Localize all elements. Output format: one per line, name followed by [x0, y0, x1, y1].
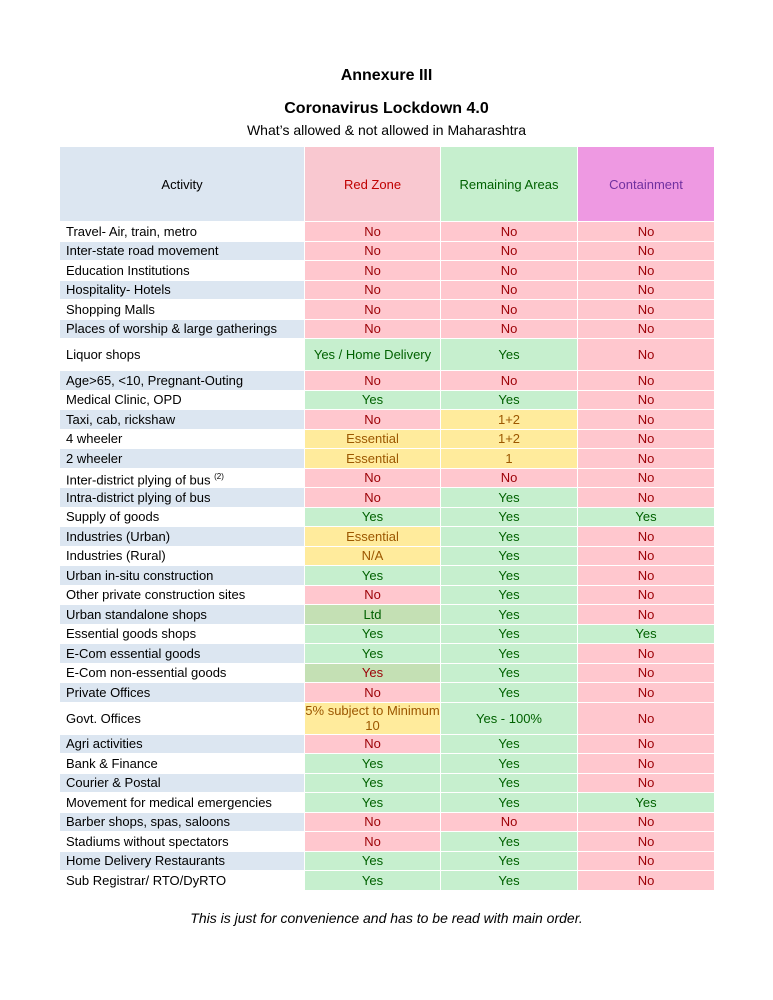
- red-cell: Essential: [305, 429, 441, 449]
- remaining-cell: No: [441, 280, 578, 300]
- table-row: [60, 371, 715, 391]
- activity-label: Essential goods shops: [66, 626, 197, 642]
- activity-cell: [60, 429, 305, 449]
- table-row: [60, 410, 715, 430]
- header-containment: Containment: [578, 147, 715, 222]
- header-red-zone: Red Zone: [305, 147, 441, 222]
- remaining-cell: Yes: [441, 585, 578, 605]
- remaining-cell: Yes: [441, 851, 578, 871]
- red-cell: No: [305, 371, 441, 391]
- activity-cell: [60, 507, 305, 527]
- containment-cell: No: [578, 429, 715, 449]
- activity-cell: [60, 851, 305, 871]
- red-cell: Essential: [305, 449, 441, 469]
- remaining-cell: Yes: [441, 624, 578, 644]
- activity-cell: [60, 222, 305, 242]
- activity-label: Education Institutions: [66, 262, 190, 278]
- containment-cell: No: [578, 371, 715, 391]
- remaining-cell: Yes: [441, 663, 578, 683]
- document-caption: What’s allowed & not allowed in Maharashtra: [246, 122, 527, 138]
- containment-cell: No: [578, 734, 715, 754]
- remaining-cell: 1+2: [441, 429, 578, 449]
- footnote-marker: (2): [214, 471, 224, 481]
- remaining-cell: 1+2: [441, 410, 578, 430]
- activity-cell: [60, 754, 305, 774]
- remaining-cell: Yes: [441, 527, 578, 547]
- red-cell: No: [305, 812, 441, 832]
- activity-cell: [60, 488, 305, 508]
- containment-cell: No: [578, 241, 715, 261]
- activity-cell: [60, 832, 305, 852]
- activity-label: Supply of goods: [66, 509, 160, 525]
- table-row: [60, 773, 715, 793]
- activity-cell: [60, 261, 305, 281]
- table-row: [60, 319, 715, 339]
- activity-cell: [60, 734, 305, 754]
- activity-label: Medical Clinic, OPD: [66, 392, 182, 408]
- table-row: [60, 754, 715, 774]
- activity-cell: [60, 605, 305, 625]
- table-row: [60, 812, 715, 832]
- table-row: [60, 832, 715, 852]
- red-cell: No: [305, 222, 441, 242]
- table-row: [60, 683, 715, 703]
- activity-label: E-Com essential goods: [66, 645, 201, 661]
- activity-label: Bank & Finance: [66, 755, 158, 771]
- containment-cell: No: [578, 585, 715, 605]
- activity-cell: [60, 683, 305, 703]
- containment-cell: No: [578, 702, 715, 734]
- containment-cell: Yes: [578, 624, 715, 644]
- red-cell: Yes: [305, 390, 441, 410]
- remaining-cell: Yes: [441, 339, 578, 371]
- containment-cell: No: [578, 851, 715, 871]
- activity-cell: [60, 566, 305, 586]
- containment-cell: No: [578, 468, 715, 488]
- footer-note: This is just for convenience and has to be read with main order.: [190, 910, 583, 926]
- containment-cell: No: [578, 261, 715, 281]
- activity-cell: [60, 527, 305, 547]
- activity-label: Places of worship & large gatherings: [66, 321, 278, 337]
- table-row: [60, 793, 715, 813]
- remaining-cell: No: [441, 371, 578, 391]
- activity-cell: [60, 410, 305, 430]
- red-cell: No: [305, 488, 441, 508]
- activity-cell: [60, 390, 305, 410]
- activity-label: Movement for medical emergencies: [66, 794, 272, 810]
- activity-label: Courier & Postal: [66, 775, 161, 791]
- activity-label: Urban in-situ construction: [66, 567, 214, 583]
- activity-cell: [60, 624, 305, 644]
- containment-cell: No: [578, 832, 715, 852]
- containment-cell: No: [578, 644, 715, 664]
- activity-label: Sub Registrar/ RTO/DyRTO: [66, 872, 227, 888]
- red-cell: 5% subject to Minimum 10: [305, 703, 440, 733]
- table-header-row: [60, 147, 715, 222]
- activity-label: Shopping Malls: [66, 301, 155, 317]
- table-row: [60, 734, 715, 754]
- remaining-cell: 1: [441, 449, 578, 469]
- activity-label: Age>65, <10, Pregnant-Outing: [66, 372, 244, 388]
- red-cell: No: [305, 300, 441, 320]
- activity-label: Other private construction sites: [66, 587, 246, 603]
- remaining-cell: Yes: [441, 507, 578, 527]
- red-cell: No: [305, 319, 441, 339]
- activity-label: Industries (Urban): [66, 528, 171, 544]
- containment-cell: No: [578, 300, 715, 320]
- activity-label: E-Com non-essential goods: [66, 665, 227, 681]
- red-cell: N/A: [305, 546, 441, 566]
- activity-cell: [60, 468, 305, 488]
- containment-cell: No: [578, 410, 715, 430]
- red-cell: No: [305, 468, 441, 488]
- remaining-cell: No: [441, 261, 578, 281]
- containment-cell: No: [578, 339, 715, 371]
- containment-cell: No: [578, 812, 715, 832]
- activity-label: Urban standalone shops: [66, 606, 207, 622]
- remaining-cell: Yes: [441, 644, 578, 664]
- activity-label: Liquor shops: [66, 347, 141, 362]
- header-remaining-areas: Remaining Areas: [441, 147, 578, 222]
- table-row: [60, 644, 715, 664]
- containment-cell: No: [578, 319, 715, 339]
- red-cell: Ltd: [305, 605, 441, 625]
- table-row: [60, 339, 715, 371]
- containment-cell: No: [578, 605, 715, 625]
- table-row: [60, 488, 715, 508]
- table-row: [60, 605, 715, 625]
- activity-label: Stadiums without spectators: [66, 833, 229, 849]
- red-cell: Yes: [305, 566, 441, 586]
- remaining-cell: No: [441, 222, 578, 242]
- remaining-cell: No: [441, 300, 578, 320]
- red-cell: Yes / Home Delivery: [305, 339, 441, 371]
- activity-label: Barber shops, spas, saloons: [66, 814, 231, 830]
- activity-cell: [60, 585, 305, 605]
- red-cell: Yes: [305, 754, 441, 774]
- activity-cell: [60, 546, 305, 566]
- red-cell: No: [305, 734, 441, 754]
- activity-cell: [60, 339, 305, 371]
- activity-label: Private Offices: [66, 684, 151, 700]
- remaining-cell: Yes: [441, 832, 578, 852]
- table-row: [60, 449, 715, 469]
- red-cell: Essential: [305, 527, 441, 547]
- activity-label: Govt. Offices: [66, 710, 141, 726]
- table-row: [60, 546, 715, 566]
- remaining-cell: Yes: [441, 566, 578, 586]
- table-row: [60, 300, 715, 320]
- red-cell: Yes: [305, 793, 441, 813]
- remaining-cell: Yes - 100%: [441, 702, 578, 734]
- activity-cell: [60, 241, 305, 261]
- table-row: [60, 871, 715, 891]
- red-cell: Yes: [305, 644, 441, 664]
- red-cell: No: [305, 280, 441, 300]
- document-title: Annexure III: [340, 67, 433, 84]
- table-body: [60, 222, 715, 891]
- containment-cell: No: [578, 754, 715, 774]
- activity-label: Home Delivery Restaurants: [66, 853, 225, 869]
- table-row: [60, 429, 715, 449]
- activity-label: Hospitality- Hotels: [66, 282, 171, 298]
- table-row: [60, 468, 715, 488]
- red-cell: Yes: [305, 663, 441, 683]
- remaining-cell: Yes: [441, 546, 578, 566]
- containment-cell: No: [578, 773, 715, 793]
- header-activity: Activity: [60, 147, 305, 222]
- table-row: [60, 663, 715, 683]
- activity-cell: [60, 812, 305, 832]
- table-row: [60, 851, 715, 871]
- containment-cell: No: [578, 527, 715, 547]
- containment-cell: Yes: [578, 793, 715, 813]
- containment-cell: No: [578, 449, 715, 469]
- containment-cell: No: [578, 546, 715, 566]
- activity-label: Agri activities: [66, 736, 143, 752]
- red-cell: Yes: [305, 851, 441, 871]
- table-row: [60, 566, 715, 586]
- table-row: [60, 507, 715, 527]
- containment-cell: No: [578, 663, 715, 683]
- red-cell: Yes: [305, 624, 441, 644]
- containment-cell: No: [578, 280, 715, 300]
- red-cell: No: [305, 261, 441, 281]
- remaining-cell: Yes: [441, 390, 578, 410]
- red-cell: No: [305, 585, 441, 605]
- containment-cell: No: [578, 390, 715, 410]
- activity-label: Intra-district plying of bus: [66, 489, 211, 505]
- activity-label: Travel- Air, train, metro: [66, 223, 197, 239]
- document-subtitle: Coronavirus Lockdown 4.0: [284, 100, 489, 117]
- remaining-cell: No: [441, 468, 578, 488]
- remaining-cell: Yes: [441, 488, 578, 508]
- table-row: [60, 241, 715, 261]
- table-row: [60, 624, 715, 644]
- containment-cell: Yes: [578, 507, 715, 527]
- red-cell: No: [305, 832, 441, 852]
- red-cell: No: [305, 241, 441, 261]
- red-cell: No: [305, 683, 441, 703]
- table-row: [60, 390, 715, 410]
- red-cell: Yes: [305, 871, 441, 891]
- activity-cell: [60, 449, 305, 469]
- activity-cell: [60, 663, 305, 683]
- containment-cell: No: [578, 871, 715, 891]
- red-cell: Yes: [305, 507, 441, 527]
- table-row: [60, 280, 715, 300]
- activity-label: Taxi, cab, rickshaw: [66, 411, 176, 427]
- table-row: [60, 222, 715, 242]
- activity-cell: [60, 702, 305, 734]
- activity-label: 2 wheeler: [66, 450, 123, 466]
- containment-cell: No: [578, 488, 715, 508]
- remaining-cell: Yes: [441, 734, 578, 754]
- remaining-cell: Yes: [441, 754, 578, 774]
- activity-label: Inter-district plying of bus: [66, 471, 211, 487]
- activity-cell: [60, 371, 305, 391]
- containment-cell: No: [578, 222, 715, 242]
- remaining-cell: Yes: [441, 683, 578, 703]
- activity-cell: [60, 644, 305, 664]
- remaining-cell: Yes: [441, 871, 578, 891]
- red-cell: No: [305, 410, 441, 430]
- table-row: [60, 585, 715, 605]
- activity-label: 4 wheeler: [66, 431, 123, 447]
- table-row: [60, 702, 715, 734]
- containment-cell: No: [578, 683, 715, 703]
- remaining-cell: Yes: [441, 793, 578, 813]
- red-cell: Yes: [305, 773, 441, 793]
- activity-cell: [60, 793, 305, 813]
- remaining-cell: Yes: [441, 773, 578, 793]
- activity-cell: [60, 871, 305, 891]
- activity-label: Industries (Rural): [66, 548, 166, 564]
- table-row: [60, 527, 715, 547]
- containment-cell: No: [578, 566, 715, 586]
- remaining-cell: No: [441, 241, 578, 261]
- lockdown-table: [59, 146, 715, 891]
- activity-cell: [60, 319, 305, 339]
- activity-cell: [60, 300, 305, 320]
- activity-cell: [60, 773, 305, 793]
- activity-label: Inter-state road movement: [66, 243, 219, 259]
- remaining-cell: No: [441, 319, 578, 339]
- remaining-cell: Yes: [441, 605, 578, 625]
- remaining-cell: No: [441, 812, 578, 832]
- activity-cell: [60, 280, 305, 300]
- table-row: [60, 261, 715, 281]
